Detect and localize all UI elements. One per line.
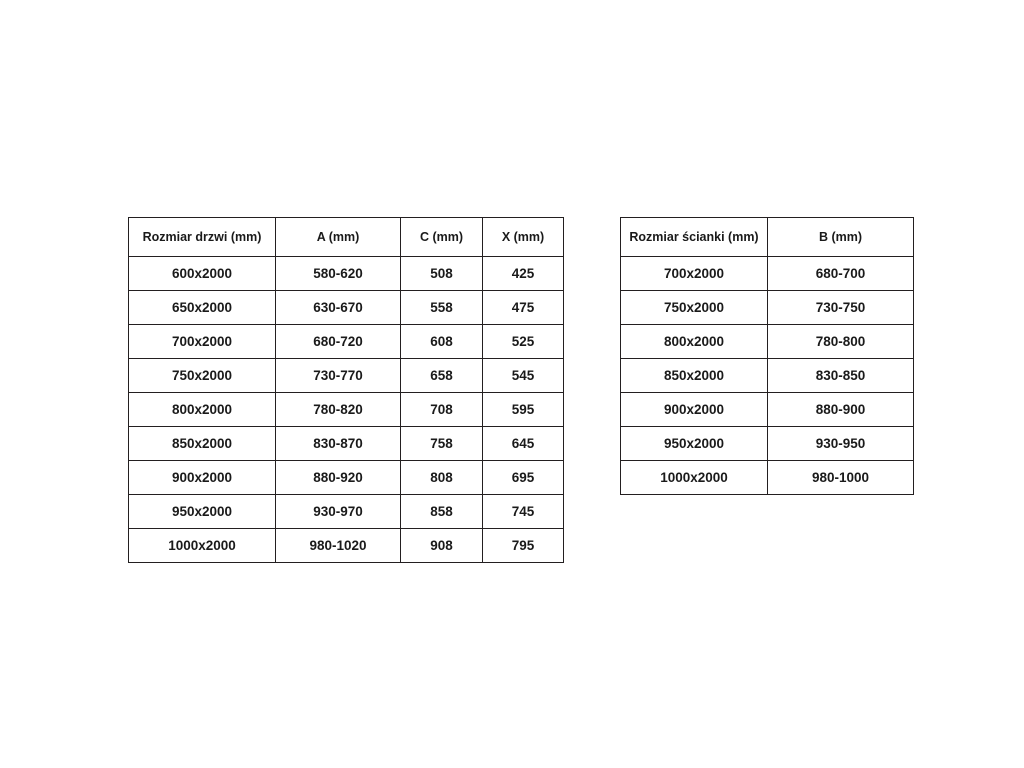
column-header-door-size: Rozmiar drzwi (mm) (129, 218, 276, 257)
column-header-b: B (mm) (768, 218, 914, 257)
table-row (621, 325, 914, 359)
table-row (621, 291, 914, 325)
cell-wall-size: 1000x2000 (621, 461, 768, 495)
cell-x: 475 (483, 291, 564, 325)
cell-c: 808 (401, 461, 483, 495)
cell-x: 645 (483, 427, 564, 461)
cell-wall-size: 700x2000 (621, 257, 768, 291)
table-row (129, 393, 564, 427)
cell-x: 525 (483, 325, 564, 359)
cell-a: 580-620 (276, 257, 401, 291)
cell-door-size: 700x2000 (129, 325, 276, 359)
cell-a: 980-1020 (276, 529, 401, 563)
cell-door-size: 1000x2000 (129, 529, 276, 563)
table-row (129, 291, 564, 325)
cell-x: 425 (483, 257, 564, 291)
cell-c: 758 (401, 427, 483, 461)
cell-c: 508 (401, 257, 483, 291)
cell-door-size: 750x2000 (129, 359, 276, 393)
table-row (621, 359, 914, 393)
table-header-row (129, 218, 564, 257)
cell-b: 730-750 (768, 291, 914, 325)
doors-table-header (129, 218, 564, 257)
table-row (621, 427, 914, 461)
cell-door-size: 600x2000 (129, 257, 276, 291)
cell-x: 745 (483, 495, 564, 529)
cell-b: 930-950 (768, 427, 914, 461)
table-row (621, 393, 914, 427)
table-row (129, 257, 564, 291)
cell-b: 880-900 (768, 393, 914, 427)
wall-table-body (621, 257, 914, 495)
column-header-wall-size: Rozmiar ścianki (mm) (621, 218, 768, 257)
table-row (621, 461, 914, 495)
cell-c: 908 (401, 529, 483, 563)
cell-wall-size: 950x2000 (621, 427, 768, 461)
column-header-c: C (mm) (401, 218, 483, 257)
cell-wall-size: 800x2000 (621, 325, 768, 359)
table-row (129, 359, 564, 393)
table-row (129, 495, 564, 529)
cell-wall-size: 900x2000 (621, 393, 768, 427)
table-header-row (621, 218, 914, 257)
table-row (129, 427, 564, 461)
cell-b: 830-850 (768, 359, 914, 393)
table-row (129, 325, 564, 359)
cell-a: 630-670 (276, 291, 401, 325)
cell-b: 980-1000 (768, 461, 914, 495)
cell-b: 780-800 (768, 325, 914, 359)
cell-c: 708 (401, 393, 483, 427)
cell-a: 930-970 (276, 495, 401, 529)
cell-wall-size: 750x2000 (621, 291, 768, 325)
wall-dimensions-table (620, 217, 914, 495)
cell-c: 608 (401, 325, 483, 359)
cell-x: 595 (483, 393, 564, 427)
cell-door-size: 950x2000 (129, 495, 276, 529)
column-header-x: X (mm) (483, 218, 564, 257)
cell-door-size: 650x2000 (129, 291, 276, 325)
table-row (129, 461, 564, 495)
cell-b: 680-700 (768, 257, 914, 291)
cell-a: 830-870 (276, 427, 401, 461)
cell-x: 795 (483, 529, 564, 563)
cell-x: 695 (483, 461, 564, 495)
cell-door-size: 900x2000 (129, 461, 276, 495)
cell-a: 730-770 (276, 359, 401, 393)
cell-x: 545 (483, 359, 564, 393)
cell-a: 680-720 (276, 325, 401, 359)
cell-a: 880-920 (276, 461, 401, 495)
cell-c: 658 (401, 359, 483, 393)
table-row (621, 257, 914, 291)
cell-door-size: 800x2000 (129, 393, 276, 427)
cell-c: 558 (401, 291, 483, 325)
doors-dimensions-table (128, 217, 564, 563)
cell-a: 780-820 (276, 393, 401, 427)
doors-dimensions-table-container (128, 217, 564, 563)
wall-dimensions-table-container (620, 217, 914, 495)
column-header-a: A (mm) (276, 218, 401, 257)
doors-table-body (129, 257, 564, 563)
cell-c: 858 (401, 495, 483, 529)
wall-table-header (621, 218, 914, 257)
table-row (129, 529, 564, 563)
cell-door-size: 850x2000 (129, 427, 276, 461)
cell-wall-size: 850x2000 (621, 359, 768, 393)
